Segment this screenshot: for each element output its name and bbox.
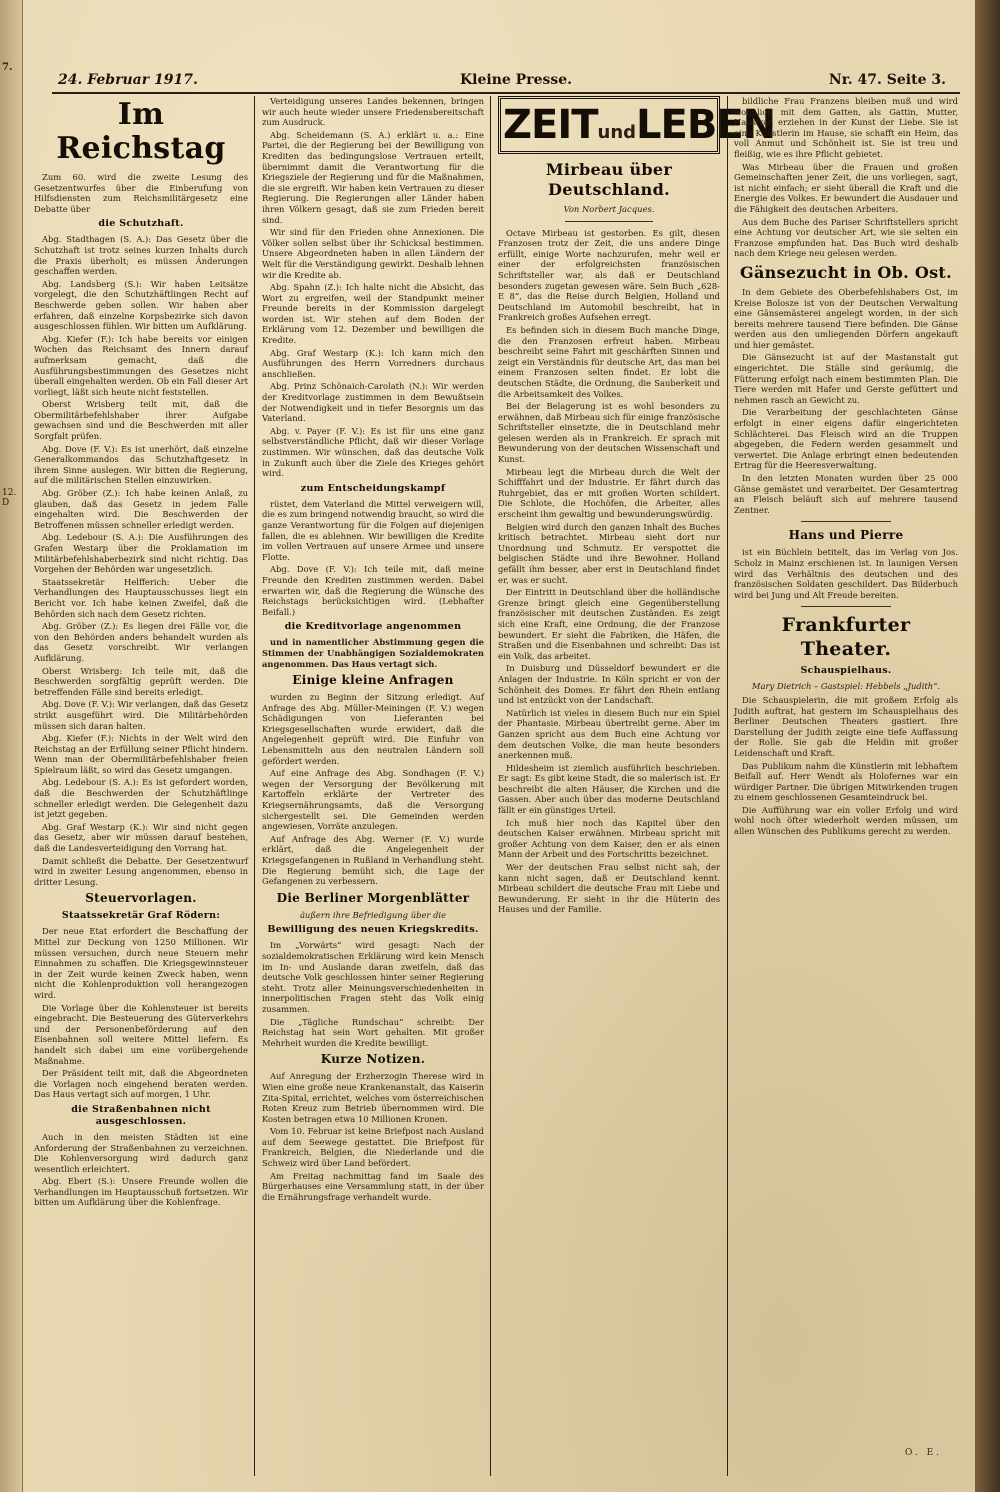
logo-word: ZEIT: [503, 102, 598, 148]
column-1: [34, 96, 248, 1476]
bold-paragraph: und in namentlicher Abstimmung gegen die Stimmen der Unabhängigen Sozialdemokraten angenommen. Das Haus vertagt sich.: [262, 637, 484, 669]
subheading: zum Entscheidungskampf: [300, 482, 446, 494]
paragraph: Im „Vorwärts“ wird gesagt: Nach der sozialdemokratischen Erklärung wird kein Mensch im In- und Auslande daran zweifeln, daß das deutsche Volk geschlossen hinter seiner Regierung steht. Trotz aller Meinungsverschiedenheiten in innerpolitischen Fragen steht das Volk einig zusammen.: [262, 940, 484, 1014]
paragraph: Oberst Wrisberg: Ich teile mit, daß die Beschwerden sorgfältig geprüft werden. Die betreffenden Fälle sind bereits erledigt.: [34, 665, 248, 697]
paragraph: Abg. Stadthagen (S. A.): Das Gesetz über die Schutzhaft ist trotz seines kurzen Inhalts durch die Praxis überholt; es müssen Änderungen geschaffen werden.: [34, 234, 248, 277]
edge-number: 7.: [2, 62, 13, 73]
paragraph: Abg. Gröber (Z.): Es liegen drei Fälle vor, die von den Behörden anders behandelt wurden als das Gesetz vorschreibt. Wir verlangen Aufklärung.: [34, 621, 248, 663]
column-4: [734, 96, 958, 1476]
paragraph: Am Freitag nachmittag fand im Saale des Bürgerhauses eine Versammlung statt, in der über die Ernährungsfrage verhandelt wurde.: [262, 1170, 484, 1202]
paragraph: Abg. Spahn (Z.): Ich halte nicht die Absicht, das Wort zu ergreifen, weil der Standpunkt meiner Freunde bereits in der Kommission dargelegt worden ist. Wir stehen auf dem Boden der Erklärung vom 12. Dezember und bewilligen die Kredite.: [262, 282, 484, 346]
paragraph: bildliche Frau Franzens bleiben muß und wird wohnlich mit dem Gatten, als Gattin, Mutter, Hausfrau erziehen in der Kunst der Liebe. Sie ist eine Künstlerin im Hause, sie schafft ein Heim, das voll Anmut und Schönheit ist. Sie ist treu und fleißig, wie es ihre Pflicht gebietet.: [734, 96, 958, 159]
column-rule: [727, 96, 728, 1476]
section-heading: Steuervorlagen.: [85, 891, 197, 906]
paragraph: Abg. Gröber (Z.): Ich habe keinen Anlaß, zu glauben, daß das Gesetz in jedem Falle eingehalten wird. Die Beschwerden der Betroffenen müssen schneller erledigt werden.: [34, 488, 248, 530]
header-rule: [52, 92, 960, 94]
column-rule: [254, 96, 255, 1476]
byline: Von Norbert Jacques.: [563, 204, 655, 214]
paragraph: Abg. v. Payer (F. V.): Es ist für uns eine ganz selbstverständliche Pflicht, daß wir dieser Vorlage zustimmen. Wir wünschen, daß das deutsche Volk in Zukunft auch über die Ziele des Krieges gehört wird.: [262, 425, 484, 479]
paragraph: Abg. Scheidemann (S. A.) erklärt u. a.: Eine Partei, die der Regierung bei der Bewilligung von Krediten das bedingungslose Vertrauen erteilt, übernimmt damit die Verantwortung für die Kriegsziele der Regierung und für die Maßnahmen, die sie ergreift. Wir haben kein Vertrauen zu dieser Regierung. Die Regierungen aller Länder haben ihren Völkern gesagt, daß sie zum Frieden bereit sind.: [262, 129, 484, 225]
paragraph: Das Publikum nahm die Künstlerin mit lebhaftem Beifall auf. Herr Wendt als Holofernes war ein würdiger Partner. Die übrigen Mitwirkenden trugen zu einem geschlossenen Gesamteindruck bei.: [734, 760, 958, 803]
edge-number: 12. D: [2, 488, 17, 508]
paragraph: In dem Gebiete des Oberbefehlshabers Ost, im Kreise Bolosze ist von der Deutschen Verwaltung eine Gänsemästerei angelegt worden, in der sich bereits mehrere tausend Tiere befinden. Die Gänse werden aus den umliegenden Dörfern angekauft und hier gemästet.: [734, 286, 958, 350]
paragraph: Abg. Landsberg (S.): Wir haben Leitsätze vorgelegt, die den Schutzhäftlingen Recht auf Beschwerde geben sollen. Wir haben aber erfahren, daß einzelne Korpsbezirke sich davon ausgeschlossen fühlen. Wir bitten um Aufklärung.: [34, 278, 248, 332]
section-heading: Gänsezucht in Ob. Ost.: [740, 262, 952, 282]
paragraph: Abg. Graf Westarp (K.): Wir sind nicht gegen das Gesetz, aber wir müssen darauf bestehen, daß die Landesverteidigung den Vorrang hat.: [34, 821, 248, 854]
book-binding-edge: [975, 0, 1000, 1492]
paragraph: Verteidigung unseres Landes bekennen, bringen wir auch heute wieder unsere Friedensbereitschaft zum Ausdruck.: [262, 96, 484, 128]
divider: [801, 521, 891, 522]
paragraph: Die Verarbeitung der geschlachteten Gänse erfolgt in einer eigens dafür eingerichteten Schlächterei. Das Fleisch wird an die Truppen abgegeben, die Federn werden gesammelt und verwertet. Die Anlage erbringt einen bedeutenden Ertrag für die Heeresverwaltung.: [734, 407, 958, 471]
paragraph: Der Präsident teilt mit, daß die Abgeordneten die Vorlagen noch eingehend beraten werden. Das Haus vertagt sich auf morgen, 1 Uhr.: [34, 1068, 248, 1100]
paragraph: Hildesheim ist ziemlich ausführlich beschrieben. Er sagt: Es gibt keine Stadt, die so malerisch ist. Er beschreibt die alten Häuser, die Kirchen und die Gassen. Aber auch über das moderne Deutschland fällt er ein günstiges Urteil.: [498, 762, 720, 816]
paragraph: Abg. Ledebour (S. A.): Die Ausführungen des Grafen Westarp über die Proklamation im Militärbefehlshaberbezirk sind nicht richtig. Das Vorgehen der Behörden war ungesetzlich.: [34, 532, 248, 575]
paragraph: Die Schauspielerin, die mit großem Erfolg als Judith auftrat, hat gestern im Schauspielhaus des Berliner Deutschen Theaters gastiert. Ihre Darstellung der Judith zeigte eine tiefe Auffassung der Rolle. Sie gab die Heldin mit großer Leidenschaft und Kraft.: [734, 694, 958, 758]
author-signature: O. E.: [905, 1448, 943, 1458]
paragraph: Zum 60. wird die zweite Lesung des Gesetzentwurfes über die Einberufung von Hilfsdiensten zum Reichsmilitärgesetz eine Debatte über: [34, 172, 248, 214]
page-header: [30, 70, 960, 92]
paragraph: Die Gänsezucht ist auf der Mastanstalt gut eingerichtet. Die Ställe sind geräumig, die Fütterung erfolgt nach einem bestimmten Plan. Die Tiere werden mit Hafer und Gerste gefüttert und nehmen rasch an Gewicht zu.: [734, 352, 958, 405]
paragraph: Der neue Etat erfordert die Beschaffung der Mittel zur Deckung von 1250 Millionen. Wir müssen versuchen, durch neue Steuern mehr Einnahmen zu schaffen. Die Kriegsgewinnsteuer in der Zeit wurde keinen Zweck haben, wenn nicht die Kohlenproduktion voll herangezogen wird.: [34, 926, 248, 1000]
paragraph: Staatssekretär Helfferich: Ueber die Verhandlungen des Hauptausschusses liegt ein Bericht vor. Ich habe keinen Zweifel, daß die Behörden sich nach dem Gesetz richten.: [34, 576, 248, 619]
paragraph: Abg. Prinz Schönaich-Carolath (N.): Wir werden der Kreditvorlage zustimmen in dem Bewußtsein der Notwendigkeit und in tiefer Besorgnis um das Vaterland.: [262, 381, 484, 424]
paragraph: Abg. Kiefer (F.): Ich habe bereits vor einigen Wochen das Reichsamt des Innern darauf aufmerksam gemacht, daß die Ausführungsbestimmungen des Gesetzes nicht überall eingehalten werden. Ob ein Fall dieser Art vorliegt, läßt sich heute nicht feststellen.: [34, 333, 248, 397]
section-heading: Hans und Pierre: [788, 528, 904, 543]
paragraph: Abg. Dove (F. V.): Wir verlangen, daß das Gesetz strikt ausgeführt wird. Die Militärbehörden müssen sich daran halten.: [34, 699, 248, 731]
logo-word: LEBEN: [636, 102, 776, 148]
paragraph: Ich muß hier noch das Kapitel über den deutschen Kaiser erwähnen. Mirbeau spricht mit großer Achtung von dem Kaiser, den er als einen Mann der Arbeit und des Fortschritts bezeichnet.: [498, 817, 720, 860]
paragraph: Die „Tägliche Rundschau“ schreibt: Der Reichstag hat sein Wort gehalten. Mit großer Mehrheit wurden die Kredite bewilligt.: [262, 1016, 484, 1048]
paragraph: Aus dem Buche des Pariser Schriftstellers spricht eine Achtung vor deutscher Art, wie sie selten ein Franzose empfunden hat. Das Buch wird deshalb nach dem Kriege neu gelesen werden.: [734, 216, 958, 259]
subheading: Bewilligung des neuen Kriegskredits.: [267, 924, 479, 936]
paragraph: Was Mirbeau über die Frauen und großen Gemeinschaften jener Zeit, die uns vorliegen, sagt, ist nicht einfach; er sieht überall die Kraft und die Energie des Volkes. Er bewundert die Ausdauer und die Fähigkeit des deutschen Arbeiters.: [734, 161, 958, 214]
paragraph: Der Eintritt in Deutschland über die holländische Grenze bringt gleich eine Gegenüberstellung französischer mit deutschen Zuständen. Es zeigt sich eine Kraft, eine Ordnung, die der Franzose bewundert. Er sieht die Fabriken, die Häfen, die Straßen und die Eisenbahnen und schreibt: Das ist ein Volk, das arbeitet.: [498, 587, 720, 661]
article-title: Mirbeau über Deutschland.: [545, 160, 673, 199]
paragraph: Mirbeau legt die Mirbeau durch die Welt der Schifffahrt und der Industrie. Er fährt durch das Ruhrgebiet, das er mit großen Worten schildert. Die Schlote, die Hochöfen, die Arbeiter, alles erscheint ihm gewaltig und bewunderungswürdig.: [498, 466, 720, 520]
paragraph: Abg. Ledebour (S. A.): Es ist gefordert worden, daß die Beschwerden der Schutzhäftlinge schneller erledigt werden. Die Gelegenheit dazu ist jetzt gegeben.: [34, 777, 248, 820]
paragraph: Die Vorlage über die Kohlensteuer ist bereits eingebracht. Die Besteuerung des Güterverkehrs und der Personenbeförderung auf den Eisenbahnen soll weitere Mittel liefern. Es handelt sich dabei um eine vorübergehende Maßnahme.: [34, 1002, 248, 1066]
paragraph: Auf Anfrage des Abg. Werner (F. V.) wurde erklärt, daß die Angelegenheit der Kriegsgefangenen in Rußland in Verhandlung steht. Die Regierung bemüht sich, die Lage der Gefangenen zu verbessern.: [262, 833, 484, 887]
subheading: die Straßenbahnen nicht ausgeschlossen.: [71, 1103, 211, 1127]
column-2: [262, 96, 484, 1476]
paragraph: Abg. Dove (F. V.): Ich teile mit, daß meine Freunde den Krediten zustimmen werden. Dabei erwarten wir, daß die Regierung die Wünsche des Reichstags berücksichtigen wird. (Lebhafter Beifall.): [262, 564, 484, 617]
paragraph: Belgien wird durch den ganzen Inhalt des Buches kritisch betrachtet. Mirbeau sieht dort nur Unordnung und Schmutz. Er verspottet die belgischen Städte und ihre Bewohner. Holland gefällt ihm besser, aber erst in Deutschland findet er, was er sucht.: [498, 521, 720, 585]
paragraph: In den letzten Monaten wurden über 25 000 Gänse gemästet und verarbeitet. Der Gesamtertrag an Fleisch beläuft sich auf mehrere tausend Zentner.: [734, 473, 958, 515]
paragraph: Die Aufführung war ein voller Erfolg und wird wohl noch öfter wiederholt werden müssen, um allen Wünschen des Publikums gerecht zu werden.: [734, 804, 958, 837]
section-heading: Die Berliner Morgenblätter: [276, 890, 470, 905]
issue-page-number: Nr. 47. Seite 3.: [828, 72, 946, 88]
paragraph: ist ein Büchlein betitelt, das im Verlag von Jos. Scholz in Mainz erschienen ist. In launigen Versen wird das Verhältnis des deutschen und des französischen Soldaten geschildert. Das Bilderbuch wird bei Jung und Alt Freude bereiten.: [734, 547, 958, 600]
paragraph: Abg. Graf Westarp (K.): Ich kann mich den Ausführungen des Herrn Vorredners durchaus anschließen.: [262, 347, 484, 379]
subheading: die Kreditvorlage angenommen: [284, 621, 462, 633]
paragraph: Auf Anregung der Erzherzogin Therese wird in Wien eine große neue Krankenanstalt, das Kaiserin Zita-Spital, errichtet, welches vom österreichischen Roten Kreuz zum Betrieb übernommen wird. Die Kosten betragen etwa 10 Millionen Kronen.: [262, 1071, 484, 1124]
paragraph: Es befinden sich in diesem Buch manche Dinge, die den Franzosen erfreut haben. Mirbeau beschreibt seine Fahrt mit geschärften Sinnen und zeigt ein Verständnis für deutsche Art, das man bei einem Franzosen selten findet. Er lobt die deutschen Städte, die Ordnung, die Sauberkeit und die Arbeitsamkeit des Volkes.: [498, 324, 720, 399]
paragraph: Vom 10. Februar ist keine Briefpost nach Ausland auf dem Seewege gestattet. Die Briefpost für Frankreich, Belgien, die Niederlande und die Schweiz wird über Land befördert.: [262, 1126, 484, 1169]
paragraph: Abg. Ebert (S.): Unsere Freunde wollen die Verhandlungen im Hauptausschuß fortsetzen. Wir bitten um Aufklärung über die Kohlenfrage.: [34, 1176, 248, 1208]
column-rule: [490, 96, 491, 1476]
section-heading: Einige kleine Anfragen: [292, 673, 454, 688]
subheading: die Schutzhaft.: [98, 218, 184, 230]
paragraph: Wir sind für den Frieden ohne Annexionen. Die Völker sollen selbst über ihr Schicksal bestimmen. Unsere Abgeordneten haben in allen Ländern der Welt für die Verständigung gewirkt. Deshalb lehnen wir die Kredite ab.: [262, 227, 484, 280]
divider: [801, 606, 891, 607]
paragraph: Auf eine Anfrage des Abg. Sondhagen (F. V.) wegen der Versorgung der Bevölkerung mit Kartoffeln erklärte der Vertreter des Kriegsernährungsamts, daß die Versorgung sichergestellt sei. Die Gemeinden werden angewiesen, Vorräte anzulegen.: [262, 768, 484, 832]
paragraph: Abg. Dove (F. V.): Es ist unerhört, daß einzelne Generalkommandos das Schutzhaftgesetz in ihrem Sinne auslegen. Wir bitten die Regierung, auf die militärischen Stellen einzuwirken.: [34, 443, 248, 486]
paragraph: Damit schließt die Debatte. Der Gesetzentwurf wird in zweiter Lesung angenommen, ebenso in dritter Lesung.: [34, 855, 248, 887]
section-heading: Frankfurter Theater.: [781, 614, 911, 661]
paragraph: In Duisburg und Düsseldorf bewundert er die Anlagen der Industrie. In Köln spricht er von der Schönheit des Domes. Er fährt den Rhein entlang und ist entzückt von der Landschaft.: [498, 663, 720, 706]
paper-name: Kleine Presse.: [460, 72, 573, 88]
paragraph: Wer der deutschen Frau selbst nicht sah, der kann nicht sagen, daß er Deutschland kennt. Mirbeau schildert die deutsche Frau mit Liebe und Bewunderung. Er sieht in ihr die Hüterin des Hauses und der Familie.: [498, 862, 720, 915]
paragraph: Abg. Kiefer (F.): Nichts in der Welt wird den Reichstag an der Erfüllung seiner Pflicht hindern. Wenn man der Obermilitärbefehlshaber freien Spielraum läßt, so wird das Gesetz umgangen.: [34, 733, 248, 775]
subtitle: äußern ihre Befriedigung über die: [299, 909, 447, 920]
logo-word: und: [597, 122, 637, 143]
article-title: Im Reichstag: [56, 97, 226, 166]
section-logo: [498, 96, 776, 154]
paragraph: Auch in den meisten Städten ist eine Anforderung der Straßenbahnen zu verzeichnen. Die Kohlenversorgung wird dadurch ganz wesentlich erleichtert.: [34, 1131, 248, 1174]
paragraph: rüstet, dem Vaterland die Mittel verweigern will, die es zum bringend notwendig braucht, so wird die ganze Verantwortung für die Folgen auf diejenigen fallen, die es ablehnen. Wir bewilligen die Kredite im vollen Vertrauen auf unsere Armee und unsere Flotte.: [262, 498, 484, 562]
divider: [565, 221, 654, 222]
subheading: Schauspielhaus.: [800, 665, 892, 677]
issue-date: 24. Februar 1917.: [58, 72, 198, 88]
adjacent-page-strip: [0, 0, 23, 1492]
subtitle: Mary Dietrich – Gastspiel: Hebbels „Judith“.: [751, 681, 941, 692]
paragraph: Oberst Wrisberg teilt mit, daß die Obermilitärbefehlshaber ihrer Aufgabe gewachsen sind und die Beschwerden mit aller Sorgfalt prüfen.: [34, 399, 248, 442]
subheading: Staatssekretär Graf Rödern:: [61, 910, 221, 922]
section-heading: Kurze Notizen.: [320, 1052, 426, 1067]
paragraph: wurden zu Beginn der Sitzung erledigt. Auf Anfrage des Abg. Müller-Meiningen (F. V.) wegen Schädigungen von Lieferanten bei Kriegsgesellschaften wurde erwidert, daß die Angelegenheit geprüft wird. Die Einfuhr von Lebensmitteln aus den neutralen Ländern soll gefördert werden.: [262, 692, 484, 766]
paragraph: Natürlich ist vieles in diesem Buch nur ein Spiel der Phantasie. Mirbeau übertreibt gerne. Aber im Ganzen spricht aus dem Buch eine Achtung vor dem deutschen Volke, die man heute besonders anerkennen muß.: [498, 707, 720, 761]
paragraph: Octave Mirbeau ist gestorben. Es gilt, diesen Franzosen trotz der Zeit, die uns andere Dinge erfüllt, einige Worte nachzurufen, mehr weil er einer der erfolgreichsten französischen Schriftsteller war, als daß er Deutschland besonders zugetan gewesen wäre. Sein Buch „628-E 8“, das die Reise durch Belgien, Holland und Deutschland im Automobil beschreibt, hat in Frankreich großes Aufsehen erregt.: [498, 227, 720, 323]
paragraph: Bei der Belagerung ist es wohl besonders zu erwähnen, daß Mirbeau sich für einige französische Schriftsteller einsetzte, die in Deutschland mehr gelesen werden als in Frankreich. Er sprach mit Bewunderung von der deutschen Wissenschaft und Kunst.: [498, 401, 720, 465]
column-3: [498, 96, 776, 1476]
